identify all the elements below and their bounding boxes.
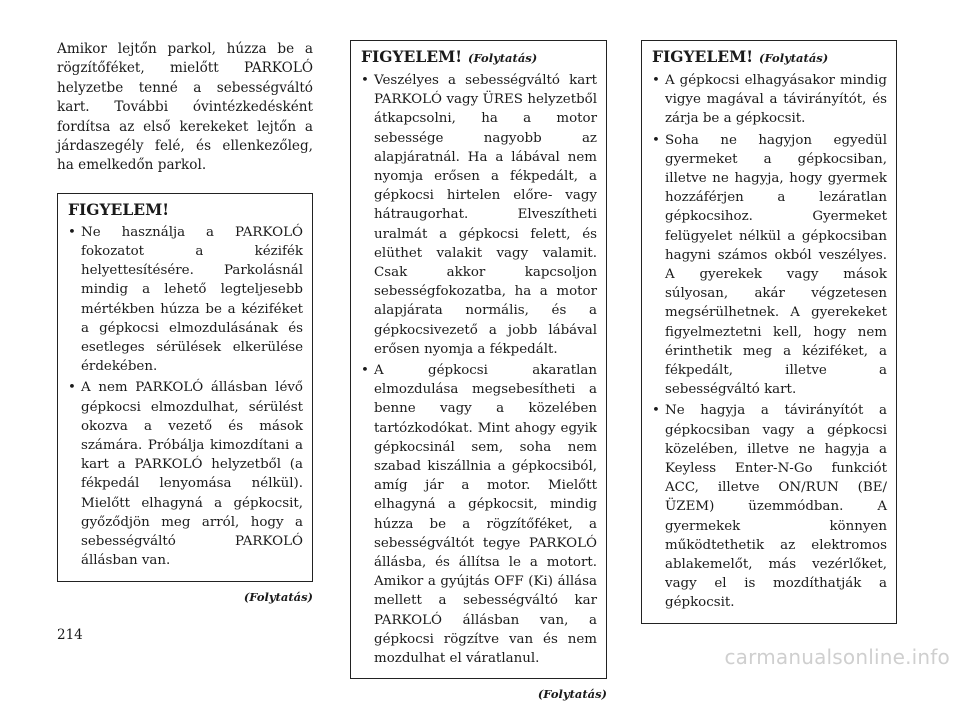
warning-title-text: FIGYELEM! bbox=[68, 199, 170, 219]
list-item-text: Ne hagyja a távirányítót a gépkocsiban vagy a gépkocsi közelében, illetve ne hagyja a Keyless Enter-N-Go funkciót ACC, illetve ON/RUN (BE/ÜZEM) üzemmódban. A gyermekek könnyen működtethetik az elektromos ablakemelőt, más vezérlőket, vagy el is mozdíthatják a gépkocsit. bbox=[665, 403, 887, 611]
watermark: carmanualsonline.info bbox=[724, 645, 950, 669]
list-item-text: Veszélyes a sebességváltó kart PARKOLÓ vagy ÜRES helyzetből átkapcsolni, ha a motor sebessége nagyobb az alapjáratnál. Ha a lábával nem nyomja erősen a fékpedált, a gépkocsi hirtelen előre- vagy hátraugorhat. Elveszítheti uralmát a gépkocsi felett, és elüthet valakit vagy valamit. Csak akkor kapcsoljon sebességfokozatba, ha a motor alapjárata normális, és a gépkocsivezető a jobb lábával erősen nyomja a fékpedált. bbox=[374, 73, 597, 357]
bullet-icon: • bbox=[68, 380, 76, 396]
warning-title bbox=[652, 47, 887, 68]
list-item-text: A gépkocsi akaratlan elmozdulása megsebesítheti a benne vagy a közelében tartózkodókat. Mint ahogy egyik gépkocsinál sem, soha nem szabad kiszállnia a gépkocsiból, amíg jár a motor. Mielőtt elhagyná a gépkocsit, mindig húzza be a rögzítőféket, a sebességváltót tegye PARKOLÓ állásba, és állítsa le a motort. Amikor a gyújtás OFF (Ki) állása mellett a sebességváltó kar PARKOLÓ állásban van, a gépkocsi rögzítve van és nem mozdulhat el váratlanul. bbox=[374, 363, 597, 667]
list-item-text: Ne használja a PARKOLÓ fokozatot a kézifék helyettesítésére. Parkolásnál mindig a lehető legteljesebb mértékben húzza be a kéziféket a gépkocsi elmozdulásának és esetleges sérülések elkerülése érdekében. bbox=[81, 224, 303, 375]
intro-paragraph: Amikor lejtőn parkol, húzza be a rögzítőféket, mielőtt PARKOLÓ helyzetbe tenné a sebességváltó kart. További óvintézkedésként fordítsa az első kerekeket lejtőn a járdaszegély felé, és ellenkezőleg, ha emelkedőn parkol. bbox=[57, 41, 313, 174]
warning-box-3 bbox=[641, 40, 897, 624]
column-left bbox=[57, 40, 313, 604]
list-item bbox=[652, 401, 887, 612]
bullet-icon: • bbox=[361, 363, 369, 379]
warning-title-continued: (Folytatás) bbox=[468, 51, 538, 65]
column-right bbox=[641, 40, 897, 624]
list-item bbox=[652, 71, 887, 129]
page-number: 214 bbox=[57, 627, 83, 643]
bullet-icon: • bbox=[361, 73, 369, 88]
bullet-icon: • bbox=[652, 132, 660, 148]
list-item-text: Soha ne hagyjon egyedül gyermeket a gépkocsiban, illetve ne hagyja, hogy gyermek hozzáférjen a lezáratlan gépkocsihoz. Gyermeket felügyelet nélkül a gépkocsiban hagyni számos okból veszélyes. A gyerekek vagy mások súlyosan, akár végzetesen megsérülhetnek. A gyerekeket figyelmeztetni kell, hogy nem érinthetik meg a kéziféket, a fékpedált, illetve a sebességváltó kart. bbox=[665, 132, 887, 398]
list-item bbox=[361, 361, 597, 668]
list-item-text: A gépkocsi elhagyásakor mindig vigye magával a távirányítót, és zárja be a gépkocsit. bbox=[665, 73, 887, 127]
list-item bbox=[361, 71, 597, 359]
bullet-icon: • bbox=[652, 403, 660, 419]
warning-box-2 bbox=[350, 40, 607, 679]
bullet-icon: • bbox=[652, 73, 660, 88]
list-item bbox=[652, 131, 887, 400]
list-item bbox=[68, 378, 303, 570]
warning-list bbox=[361, 71, 597, 668]
warning-title-text: FIGYELEM! bbox=[361, 47, 463, 66]
warning-box-1 bbox=[57, 193, 313, 582]
list-item bbox=[68, 223, 303, 377]
continued-note: (Folytatás) bbox=[243, 589, 313, 604]
warning-title bbox=[68, 200, 303, 220]
warning-title-continued: (Folytatás) bbox=[759, 51, 829, 65]
warning-title bbox=[361, 47, 597, 68]
list-item-text: A nem PARKOLÓ állásban lévő gépkocsi elmozdulhat, sérülést okozva a vezető és mások számára. Próbálja kimozdítani a kart a PARKOLÓ helyzetből (a fékpedál lenyomása nélkül). Mielőtt elhagyná a gépkocsit, győződjön meg arról, hogy a sebességváltó PARKOLÓ állásban van. bbox=[81, 380, 303, 569]
column-middle bbox=[350, 40, 607, 701]
warning-list bbox=[68, 223, 303, 571]
warning-list bbox=[652, 71, 887, 613]
bullet-icon: • bbox=[68, 224, 76, 240]
warning-title-text: FIGYELEM! bbox=[652, 47, 754, 66]
continued-note: (Folytatás) bbox=[537, 687, 607, 701]
